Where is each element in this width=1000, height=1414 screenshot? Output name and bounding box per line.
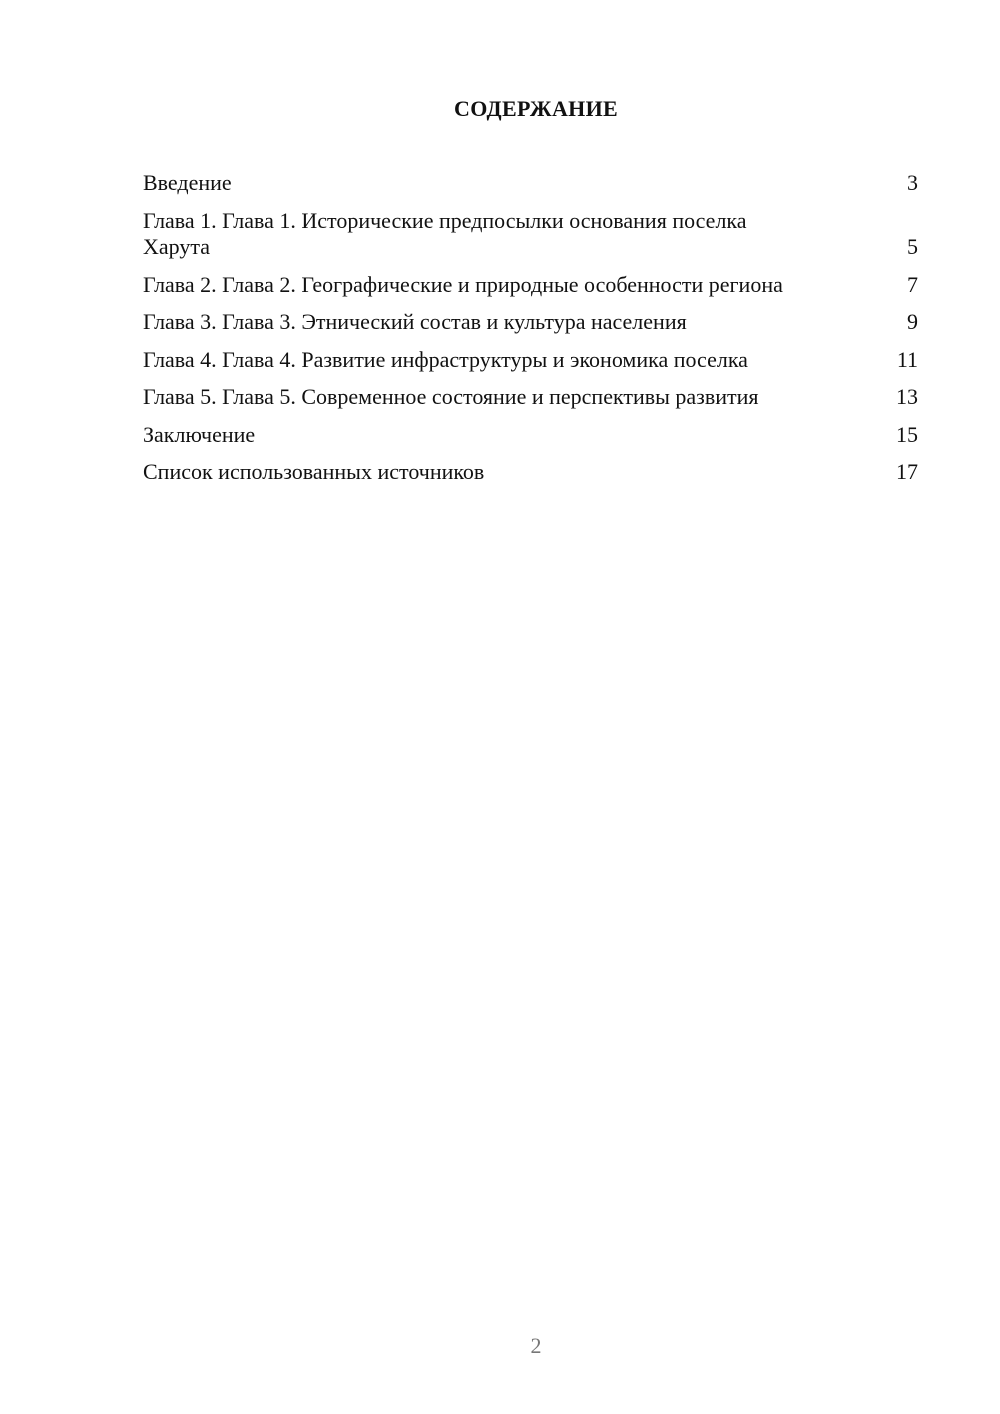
toc-entry-chapter-2 [143, 272, 918, 299]
toc-entry-chapter-5 [143, 384, 918, 411]
toc-entry-label: Глава 2. Глава 2. Географические и природные особенности региона [143, 271, 783, 297]
toc-entry-conclusion [143, 422, 918, 449]
toc-entry-label: Список использованных источников [143, 459, 485, 484]
toc-entry-chapter-1 [143, 208, 918, 261]
toc-entry-page-number: 7 [907, 271, 918, 297]
toc-entry-page-number: 5 [907, 234, 918, 259]
toc-entry-label: Глава 4. Глава 4. Развитие инфраструктуры и экономика поселка [143, 346, 748, 372]
toc-entry-page-number: 9 [907, 309, 918, 334]
toc-entry-label: Глава 1. Глава 1. Исторические предпосылки основания поселка Харута [143, 207, 747, 259]
toc-entry-label: Заключение [143, 421, 256, 447]
footer-page-number: 2 [530, 1333, 542, 1358]
toc-entry-chapter-3 [143, 309, 918, 336]
toc-entry-label: Глава 5. Глава 5. Современное состояние и перспективы развития [143, 384, 759, 409]
page-title: СОДЕРЖАНИЕ [454, 96, 618, 121]
toc-entry-introduction [143, 170, 918, 197]
toc-entry-page-number: 3 [907, 170, 918, 195]
toc-entry-chapter-4 [143, 347, 918, 374]
toc-entry-label: Введение [143, 170, 232, 195]
toc-entry-references [143, 459, 918, 486]
table-of-contents [143, 170, 918, 497]
toc-entry-page-number: 15 [896, 421, 918, 447]
toc-entry-page-number: 13 [896, 384, 918, 409]
toc-entry-label: Глава 3. Глава 3. Этнический состав и культура населения [143, 309, 687, 334]
toc-entry-page-number: 11 [896, 346, 918, 372]
toc-entry-page-number: 17 [896, 459, 918, 484]
